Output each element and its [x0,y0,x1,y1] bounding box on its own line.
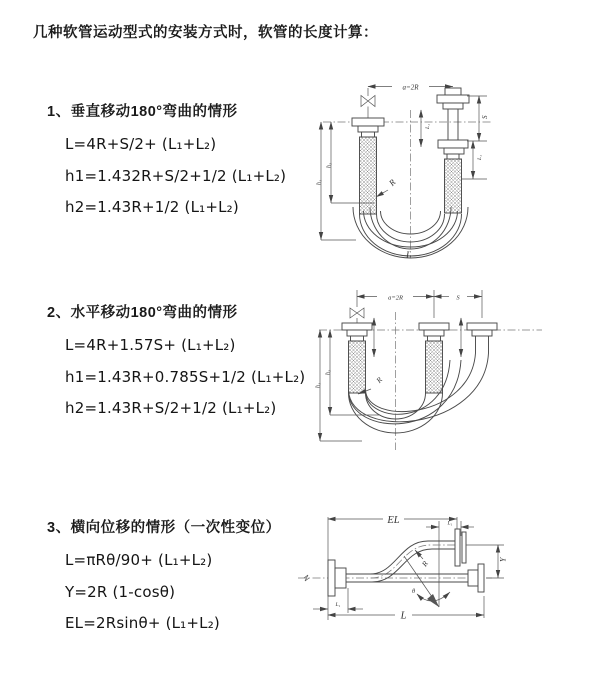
braided-hose-section [349,341,366,393]
radius-label: R [386,177,398,188]
formula-length: L=πRθ/90+ (L₁+L₂) [65,551,213,569]
diagram-lateral-displacement [295,500,600,655]
braided-hose-section [360,137,377,214]
l1-label: L₁ [335,602,341,608]
dimension-h1 [317,122,357,240]
length-label: L [406,251,412,261]
l1-label: L₁ [447,520,453,527]
formula-el: EL=2Rsinθ+ (L₁+L₂) [65,614,220,632]
s-label: S [456,294,460,302]
vertical-180-bend-drawing [310,70,570,265]
displaced-centerline [371,545,466,578]
section-1-heading: 1、垂直移动180°弯曲的情形 [47,104,238,120]
width-label: a=2R [388,294,403,302]
dimension-s [434,295,482,302]
section-2-formulas [65,336,305,417]
l1-label: L₁ [477,155,483,160]
horizontal-180-bend-drawing [308,282,570,462]
length-label: L [400,610,407,622]
valve-icon [350,308,364,323]
right-flange-assembly [468,564,484,592]
y-label: Y [498,557,508,562]
page-title: 几种软管运动型式的安装方式时，软管的长度计算： [33,25,378,41]
left-flange-assembly [328,560,346,596]
formula-h1: h1=1.43R+0.785S+1/2 (L₁+L₂) [65,367,306,386]
h1-label: h₁ [315,382,322,388]
section-3-formulas [65,551,281,632]
dimension-l1-right [473,141,483,179]
dimension-l1-left [313,588,363,613]
right-flange-assembly [437,88,469,213]
lateral-displacement-drawing [295,500,600,655]
middle-flange-assembly [419,323,449,393]
radius-label: R [374,375,385,385]
radius-callout [415,550,430,569]
width-label: a=2R [402,83,419,92]
theta-label: θ [412,588,416,595]
section-vertical-180 [47,100,286,216]
displaced-flange-assembly [455,529,466,566]
braided-hose-section [445,159,462,213]
h2-label: h₂ [326,162,333,168]
dimension-l1-top [426,521,474,608]
left-flange-assembly [352,118,384,214]
section-3-heading: 3、横向位移的情形（一次性变位） [47,520,281,536]
dimension-l1-left [421,110,431,147]
el-label: EL [387,515,400,526]
section-2-heading: 2、水平移动180°弯曲的情形 [47,305,238,321]
section-1-formulas [65,135,286,216]
formula-h2: h2=1.43R+S/2+1/2 (L₁+L₂) [65,399,277,417]
valve-icon [361,96,375,119]
formula-y: Y=2R (1-cosθ) [65,582,176,601]
dimension-width-a2r [357,295,434,302]
section-horizontal-180 [47,301,305,417]
dimension-s [462,96,489,179]
dimension-width-a2r [368,84,453,97]
formula-length: L=4R+1.57S+ (L₁+L₂) [65,336,236,354]
h2-label: h₂ [325,369,332,375]
h1-label: h₁ [316,179,323,185]
radius-callout [376,177,398,197]
formula-h1: h1=1.432R+S/2+1/2 (L₁+L₂) [65,166,287,185]
formula-length: L=4R+S/2+ (L₁+L₂) [65,135,217,153]
diagram-vertical-180-bend [310,70,570,265]
l1-label: L₁ [425,124,431,129]
braided-hose-section [426,341,443,393]
formula-h2: h2=1.43R+1/2 (L₁+L₂) [65,198,239,216]
left-flange-assembly [342,323,372,393]
section-lateral-displacement [47,516,281,632]
hose-u-bend [349,353,489,433]
radius-label: R [419,559,430,569]
right-flange-assembly [467,323,497,353]
s-label: S [481,115,489,119]
diagram-horizontal-180-bend [308,282,570,462]
